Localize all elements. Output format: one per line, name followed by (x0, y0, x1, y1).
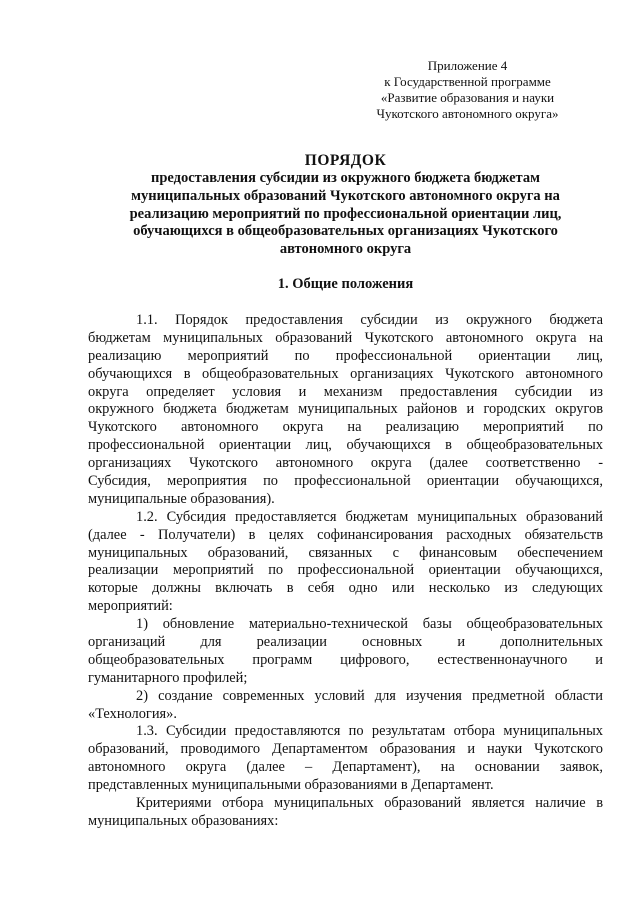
body-line: «Технология». (88, 705, 177, 722)
body-line: бюджетам муниципальных образований Чукотского автономного округа на (88, 329, 603, 346)
body-line: Чукотского автономного округа на реализацию мероприятий по (88, 419, 603, 436)
body-line: образований, проводимого Департаментом образования и науки Чукотского (88, 741, 603, 758)
body-line: окружного бюджета бюджетам муниципальных районов и городских округов (88, 401, 603, 418)
body-line: 2) создание современных условий для изучения предметной области (136, 687, 603, 704)
body-line: организациях Чукотского автономного округа (далее соответственно - (88, 455, 603, 472)
body-line: обучающихся в общеобразовательных организациях Чукотского автономного (88, 365, 603, 382)
subtitle-line: реализацию мероприятий по профессиональной ориентации лиц, (129, 205, 562, 222)
body-line: 1.2. Субсидия предоставляется бюджетам муниципальных образований (136, 508, 603, 525)
document-body (88, 312, 603, 831)
body-line: реализацию мероприятий по профессиональной ориентации лиц, (88, 347, 603, 364)
body-line: 1.1. Порядок предоставления субсидии из окружного бюджета (136, 312, 603, 328)
body-line: Субсидия, мероприятия по профессиональной ориентации обучающихся, (88, 473, 603, 490)
body-line: представленных муниципальными образованиями в Департамент. (88, 777, 494, 794)
body-line: 1) обновление материально-технической базы общеобразовательных (136, 616, 603, 633)
body-line: организаций для реализации основных и дополнительных (88, 634, 603, 651)
body-line: гуманитарного профилей; (88, 669, 248, 686)
body-line: муниципальных образований, связанных с финансовым обеспечением (88, 544, 603, 561)
body-line: (далее - Получатели) в целях софинансирования расходных обязательств (88, 526, 603, 543)
body-line: профессиональной ориентации лиц, обучающихся в общеобразовательных (88, 437, 603, 454)
document-subtitle (88, 170, 603, 259)
body-line: Критериями отбора муниципальных образований является наличие в (136, 795, 603, 812)
body-line: мероприятий: (88, 598, 173, 615)
appendix-line: Чукотского автономного округа» (376, 106, 559, 121)
body-line: которые должны включать в себя одно или несколько из следующих (88, 580, 603, 597)
appendix-line: к Государственной программе (384, 74, 551, 89)
subtitle-line: муниципальных образований Чукотского автономного округа на (131, 187, 560, 204)
document-title-block (88, 152, 603, 259)
subtitle-line: обучающихся в общеобразовательных организациях Чукотского (133, 223, 558, 240)
body-line: автономного округа (далее – Департамент), на основании заявок, (88, 759, 603, 776)
appendix-note (360, 58, 575, 122)
body-line: муниципальных образованиях: (88, 812, 279, 829)
body-line: округа определяет условия и механизм предоставления субсидии из (88, 383, 603, 400)
body-line: общеобразовательных программ цифрового, естественнонаучного и (88, 651, 603, 668)
subtitle-line: автономного округа (279, 241, 412, 258)
appendix-line: Приложение 4 (427, 58, 508, 73)
body-line: 1.3. Субсидии предоставляются по результатам отбора муниципальных (136, 723, 603, 740)
appendix-line: «Развитие образования и науки (380, 90, 555, 105)
document-title: ПОРЯДОК (304, 152, 387, 169)
body-line: муниципальные образования). (88, 490, 275, 507)
body-line: реализации мероприятий по профессиональной ориентации обучающихся, (88, 562, 603, 579)
section-heading: 1. Общие положения (277, 276, 414, 292)
subtitle-line: предоставления субсидии из окружного бюджета бюджетам (151, 170, 540, 186)
